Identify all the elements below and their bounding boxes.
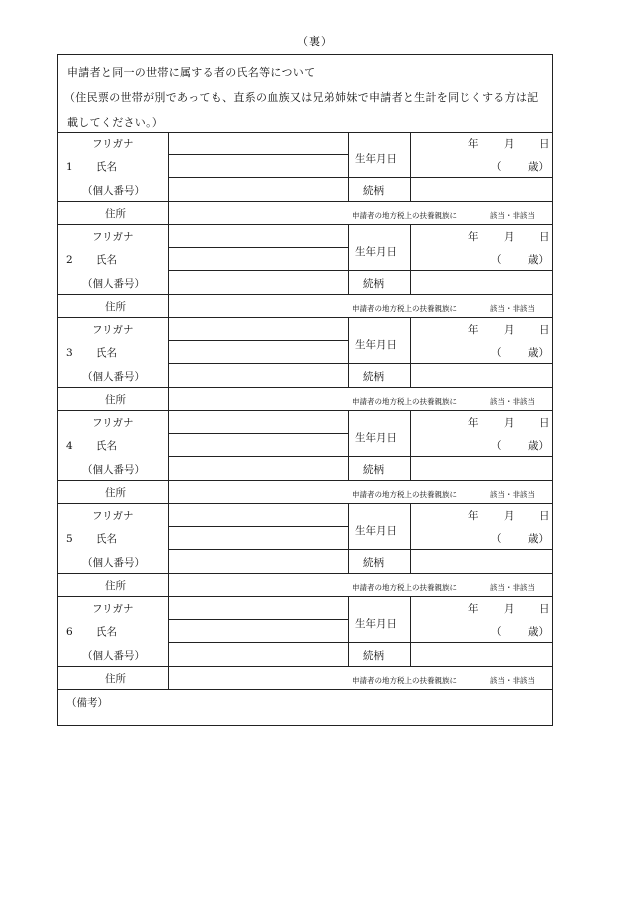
- birthdate-field[interactable]: [411, 597, 552, 642]
- address-field[interactable]: [169, 388, 348, 410]
- name-field[interactable]: [169, 248, 348, 270]
- furigana-label: フリガナ: [92, 231, 134, 243]
- dependent-answer-option[interactable]: 該当・非該当: [490, 676, 535, 685]
- dependent-answer-option[interactable]: 該当・非該当: [490, 397, 535, 406]
- furigana-field[interactable]: [169, 411, 348, 433]
- age-close: 歳）: [528, 347, 549, 359]
- day-label: 日: [539, 231, 550, 243]
- age-close: 歳）: [528, 161, 549, 173]
- dependent-answer-option[interactable]: 該当・非該当: [490, 211, 535, 220]
- my-number-field[interactable]: [169, 457, 348, 480]
- name-field[interactable]: [169, 155, 348, 177]
- relationship-label: 続柄: [363, 464, 384, 476]
- age-open: （: [491, 347, 502, 359]
- furigana-field[interactable]: [169, 597, 348, 619]
- member-number: 4: [66, 440, 73, 452]
- age-close: 歳）: [528, 254, 549, 266]
- my-number-field[interactable]: [169, 643, 348, 666]
- birthdate-label: 生年月日: [355, 246, 397, 258]
- age-close: 歳）: [528, 533, 549, 545]
- relationship-column-border: [348, 457, 349, 480]
- relationship-label: 続柄: [363, 185, 384, 197]
- relationship-column-border: [348, 271, 349, 294]
- relationship-field[interactable]: [411, 643, 552, 666]
- address-label: 住所: [105, 580, 126, 592]
- birthdate-divider: [348, 549, 410, 550]
- member-number: 1: [66, 161, 73, 173]
- year-label: 年: [468, 231, 479, 243]
- address-field[interactable]: [169, 667, 348, 689]
- year-label: 年: [468, 138, 479, 150]
- household-member-2: [58, 225, 552, 318]
- age-open: （: [491, 161, 502, 173]
- name-label: 氏名: [96, 626, 117, 638]
- age-open: （: [491, 254, 502, 266]
- year-label: 年: [468, 510, 479, 522]
- day-label: 日: [539, 417, 550, 429]
- address-label: 住所: [105, 208, 126, 220]
- month-label: 月: [504, 417, 515, 429]
- relationship-column-border: [348, 550, 349, 573]
- dependent-question-label: 申請者の地方税上の扶養親族に: [352, 583, 457, 592]
- furigana-field[interactable]: [169, 318, 348, 340]
- furigana-field[interactable]: [169, 132, 348, 154]
- address-field[interactable]: [169, 295, 348, 317]
- furigana-label: フリガナ: [92, 138, 134, 150]
- relationship-field[interactable]: [411, 550, 552, 573]
- age-close: 歳）: [528, 626, 549, 638]
- month-label: 月: [504, 603, 515, 615]
- address-field[interactable]: [169, 481, 348, 503]
- household-member-6: [58, 597, 552, 690]
- household-members-form: [57, 54, 553, 726]
- header-title: 申請者と同一の世帯に属する者の氏名等について: [67, 66, 316, 79]
- month-label: 月: [504, 231, 515, 243]
- header-note-line2: 載してください。）: [67, 116, 164, 129]
- name-label: 氏名: [96, 533, 117, 545]
- address-label: 住所: [105, 394, 126, 406]
- household-member-4: [58, 411, 552, 504]
- furigana-label: フリガナ: [92, 417, 134, 429]
- header-note-line1: （住民票の世帯が別であっても、直系の血族又は兄弟姉妹で申請者と生計を同じくする方は記: [64, 91, 539, 104]
- name-field[interactable]: [169, 341, 348, 363]
- furigana-label: フリガナ: [92, 324, 134, 336]
- relationship-label: 続柄: [363, 650, 384, 662]
- day-label: 日: [539, 138, 550, 150]
- relationship-field[interactable]: [411, 457, 552, 480]
- relationship-column-border: [348, 364, 349, 387]
- name-label: 氏名: [96, 440, 117, 452]
- name-field[interactable]: [169, 434, 348, 456]
- birthdate-field[interactable]: [411, 225, 552, 270]
- birthdate-divider: [348, 363, 410, 364]
- address-field[interactable]: [169, 202, 348, 224]
- dependent-question-label: 申請者の地方税上の扶養親族に: [352, 490, 457, 499]
- relationship-field[interactable]: [411, 178, 552, 201]
- relationship-label: 続柄: [363, 557, 384, 569]
- member-number: 5: [66, 533, 73, 545]
- household-member-1: [58, 132, 552, 225]
- name-label: 氏名: [96, 161, 117, 173]
- my-number-label: （個人番号）: [82, 371, 145, 383]
- relationship-field[interactable]: [411, 271, 552, 294]
- my-number-label: （個人番号）: [82, 464, 145, 476]
- year-label: 年: [468, 603, 479, 615]
- birthdate-divider: [348, 177, 410, 178]
- birthdate-divider: [348, 642, 410, 643]
- my-number-label: （個人番号）: [82, 278, 145, 290]
- dependent-answer-option[interactable]: 該当・非該当: [490, 304, 535, 313]
- my-number-field[interactable]: [169, 550, 348, 573]
- birthdate-field[interactable]: [411, 411, 552, 456]
- year-label: 年: [468, 417, 479, 429]
- month-label: 月: [504, 324, 515, 336]
- remarks-section[interactable]: [58, 690, 552, 727]
- month-label: 月: [504, 138, 515, 150]
- my-number-label: （個人番号）: [82, 557, 145, 569]
- dependent-question-label: 申請者の地方税上の扶養親族に: [352, 211, 457, 220]
- birthdate-field[interactable]: [411, 132, 552, 177]
- name-field[interactable]: [169, 527, 348, 549]
- age-open: （: [491, 626, 502, 638]
- remarks-label: （備考）: [66, 697, 108, 709]
- birthdate-field[interactable]: [411, 318, 552, 363]
- member-number: 6: [66, 626, 73, 638]
- name-label: 氏名: [96, 254, 117, 266]
- birthdate-field[interactable]: [411, 504, 552, 549]
- my-number-field[interactable]: [169, 364, 348, 387]
- furigana-label: フリガナ: [92, 603, 134, 615]
- household-member-3: [58, 318, 552, 411]
- day-label: 日: [539, 603, 550, 615]
- dependent-question-label: 申請者の地方税上の扶養親族に: [352, 304, 457, 313]
- age-open: （: [491, 533, 502, 545]
- my-number-label: （個人番号）: [82, 650, 145, 662]
- address-label: 住所: [105, 487, 126, 499]
- household-member-5: [58, 504, 552, 597]
- address-label: 住所: [105, 301, 126, 313]
- my-number-field[interactable]: [169, 178, 348, 201]
- relationship-label: 続柄: [363, 371, 384, 383]
- address-label: 住所: [105, 673, 126, 685]
- dependent-answer-option[interactable]: 該当・非該当: [490, 583, 535, 592]
- address-field[interactable]: [169, 574, 348, 596]
- birthdate-label: 生年月日: [355, 432, 397, 444]
- dependent-answer-option[interactable]: 該当・非該当: [490, 490, 535, 499]
- age-open: （: [491, 440, 502, 452]
- page-side-label: （裏）: [297, 35, 333, 48]
- member-number: 3: [66, 347, 73, 359]
- day-label: 日: [539, 510, 550, 522]
- age-close: 歳）: [528, 440, 549, 452]
- birthdate-divider: [348, 456, 410, 457]
- month-label: 月: [504, 510, 515, 522]
- my-number-label: （個人番号）: [82, 185, 145, 197]
- dependent-question-label: 申請者の地方税上の扶養親族に: [352, 676, 457, 685]
- relationship-column-border: [348, 178, 349, 201]
- relationship-label: 続柄: [363, 278, 384, 290]
- name-label: 氏名: [96, 347, 117, 359]
- furigana-field[interactable]: [169, 504, 348, 526]
- relationship-field[interactable]: [411, 364, 552, 387]
- name-field[interactable]: [169, 620, 348, 642]
- birthdate-label: 生年月日: [355, 339, 397, 351]
- year-label: 年: [468, 324, 479, 336]
- my-number-field[interactable]: [169, 271, 348, 294]
- birthdate-label: 生年月日: [355, 618, 397, 630]
- furigana-label: フリガナ: [92, 510, 134, 522]
- furigana-field[interactable]: [169, 225, 348, 247]
- birthdate-label: 生年月日: [355, 525, 397, 537]
- dependent-question-label: 申請者の地方税上の扶養親族に: [352, 397, 457, 406]
- day-label: 日: [539, 324, 550, 336]
- birthdate-label: 生年月日: [355, 153, 397, 165]
- relationship-column-border: [348, 643, 349, 666]
- member-number: 2: [66, 254, 73, 266]
- form-header: [58, 55, 552, 133]
- birthdate-divider: [348, 270, 410, 271]
